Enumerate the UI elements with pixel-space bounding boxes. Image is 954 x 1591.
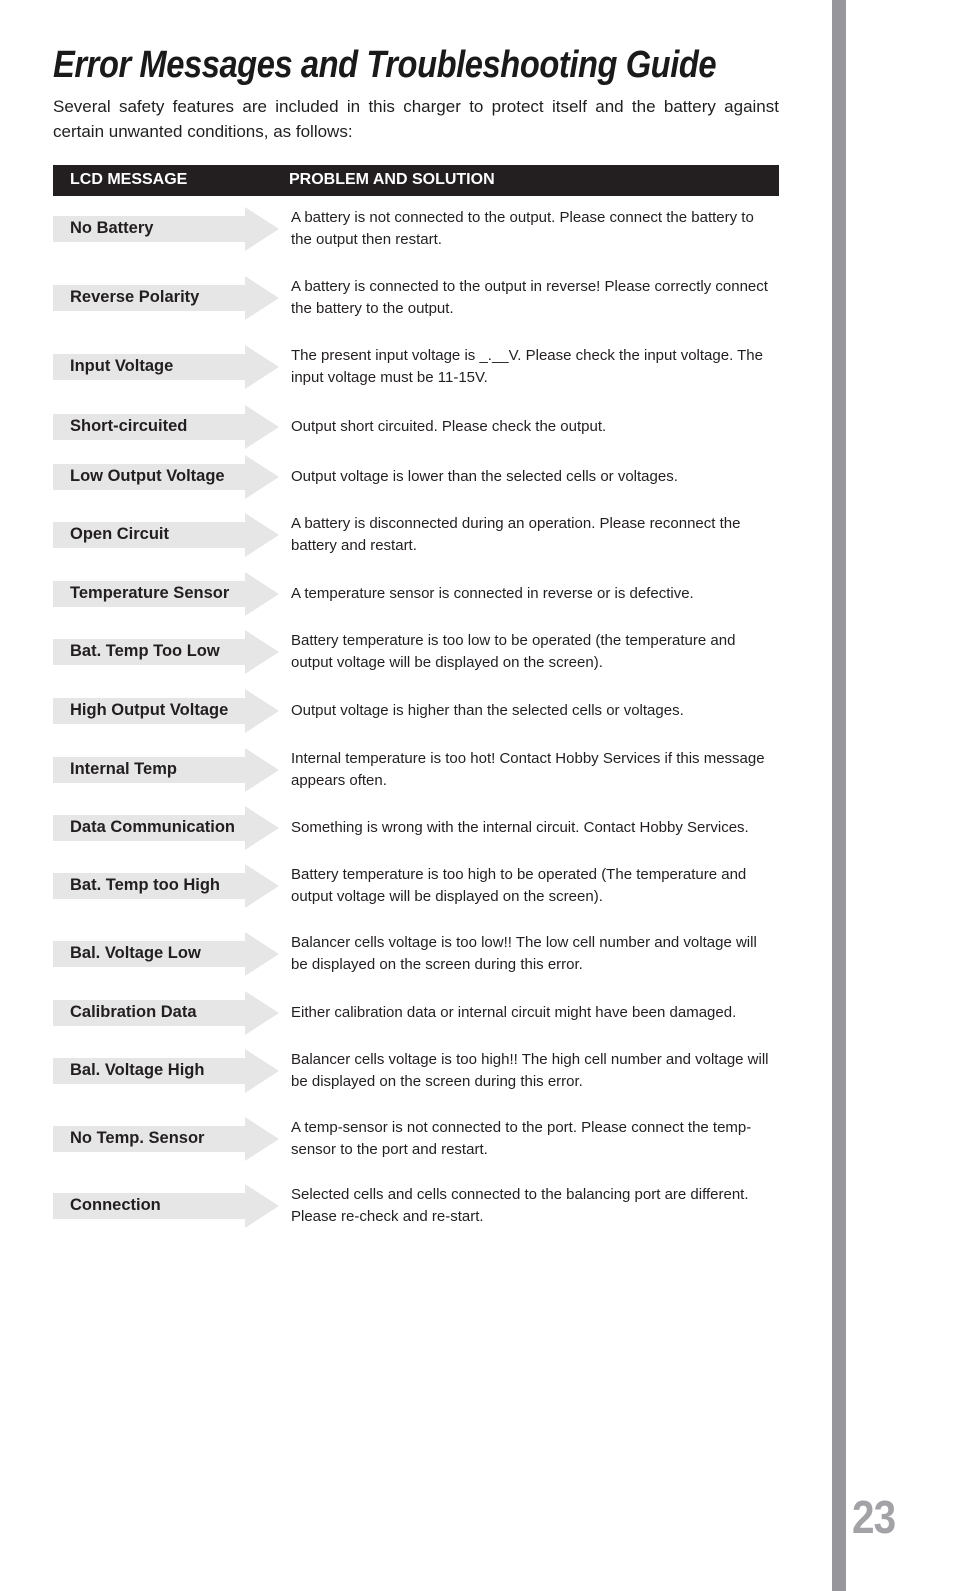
lcd-message: No Temp. Sensor (70, 1129, 205, 1147)
table-row (53, 630, 779, 680)
lcd-message: Calibration Data (70, 1003, 197, 1021)
problem-solution: A battery is not connected to the output. Please connect the battery to the output then restart. (291, 209, 754, 248)
lcd-message: Internal Temp (70, 760, 177, 778)
table-row (53, 748, 779, 798)
table-row (53, 572, 779, 622)
page-title: Error Messages and Troubleshooting Guide (53, 44, 717, 86)
lcd-message: Bat. Temp Too Low (70, 642, 220, 660)
table-row (53, 513, 779, 563)
intro-paragraph: Several safety features are included in this charger to protect itself and the battery against certain unwanted conditions, as follows: (53, 97, 779, 141)
table-row (53, 455, 779, 505)
lcd-message: Bal. Voltage High (70, 1061, 205, 1079)
header-problem-solution: PROBLEM AND SOLUTION (289, 171, 495, 188)
table-row (53, 345, 779, 395)
lcd-message: Reverse Polarity (70, 288, 200, 306)
side-bar (832, 0, 846, 1591)
lcd-message: No Battery (70, 219, 154, 237)
header-lcd-message: LCD MESSAGE (70, 171, 188, 188)
lcd-message: Connection (70, 1196, 161, 1214)
problem-solution: Battery temperature is too low to be operated (the temperature and output voltage will be displayed on the screen). (291, 632, 736, 671)
problem-solution: Selected cells and cells connected to the balancing port are different. Please re-check and re-start. (291, 1186, 749, 1225)
table-row (53, 689, 779, 739)
table-row (53, 1184, 779, 1234)
lcd-message: Input Voltage (70, 357, 174, 375)
problem-solution: Output voltage is lower than the selected cells or voltages. (291, 468, 678, 485)
problem-solution: Battery temperature is too high to be operated (The temperature and output voltage will be displayed on the screen). (291, 866, 747, 905)
table-row (53, 207, 779, 257)
problem-solution: A battery is disconnected during an operation. Please reconnect the battery and restart. (291, 515, 741, 554)
problem-solution: A temp-sensor is not connected to the port. Please connect the temp-sensor to the port and restart. (291, 1119, 752, 1158)
lcd-message: Low Output Voltage (70, 467, 225, 485)
problem-solution: Something is wrong with the internal circuit. Contact Hobby Services. (291, 819, 749, 836)
page-number: 23 (852, 1491, 896, 1543)
table-row (53, 991, 779, 1041)
lcd-message: Bat. Temp too High (70, 876, 221, 894)
table-row (53, 932, 779, 982)
table-row (53, 864, 779, 914)
table-row (53, 276, 779, 326)
problem-solution: Output voltage is higher than the selected cells or voltages. (291, 702, 684, 719)
problem-solution: Balancer cells voltage is too low!! The low cell number and voltage will be displayed on the screen during this error. (291, 934, 757, 973)
table-row (53, 1117, 779, 1167)
problem-solution: Internal temperature is too hot! Contact Hobby Services if this message appears often. (291, 750, 765, 789)
problem-solution: Output short circuited. Please check the output. (291, 418, 607, 435)
lcd-message: Data Communication (70, 818, 236, 836)
problem-solution: Balancer cells voltage is too high!! The high cell number and voltage will be displayed on the screen during this error. (291, 1051, 769, 1090)
problem-solution: The present input voltage is _.__V. Please check the input voltage. The input voltage must be 11-15V. (291, 347, 763, 386)
lcd-message: Temperature Sensor (70, 584, 230, 602)
problem-solution: Either calibration data or internal circuit might have been damaged. (291, 1004, 737, 1021)
table-row (53, 1049, 779, 1099)
lcd-message: Short-circuited (70, 417, 188, 435)
table-header (53, 165, 779, 196)
lcd-message: Open Circuit (70, 525, 170, 543)
table-row (53, 806, 779, 856)
lcd-message: Bal. Voltage Low (70, 944, 201, 962)
lcd-message: High Output Voltage (70, 701, 229, 719)
problem-solution: A temperature sensor is connected in reverse or is defective. (291, 585, 694, 602)
table-row (53, 405, 779, 455)
problem-solution: A battery is connected to the output in reverse! Please correctly connect the battery to the output. (291, 278, 768, 317)
